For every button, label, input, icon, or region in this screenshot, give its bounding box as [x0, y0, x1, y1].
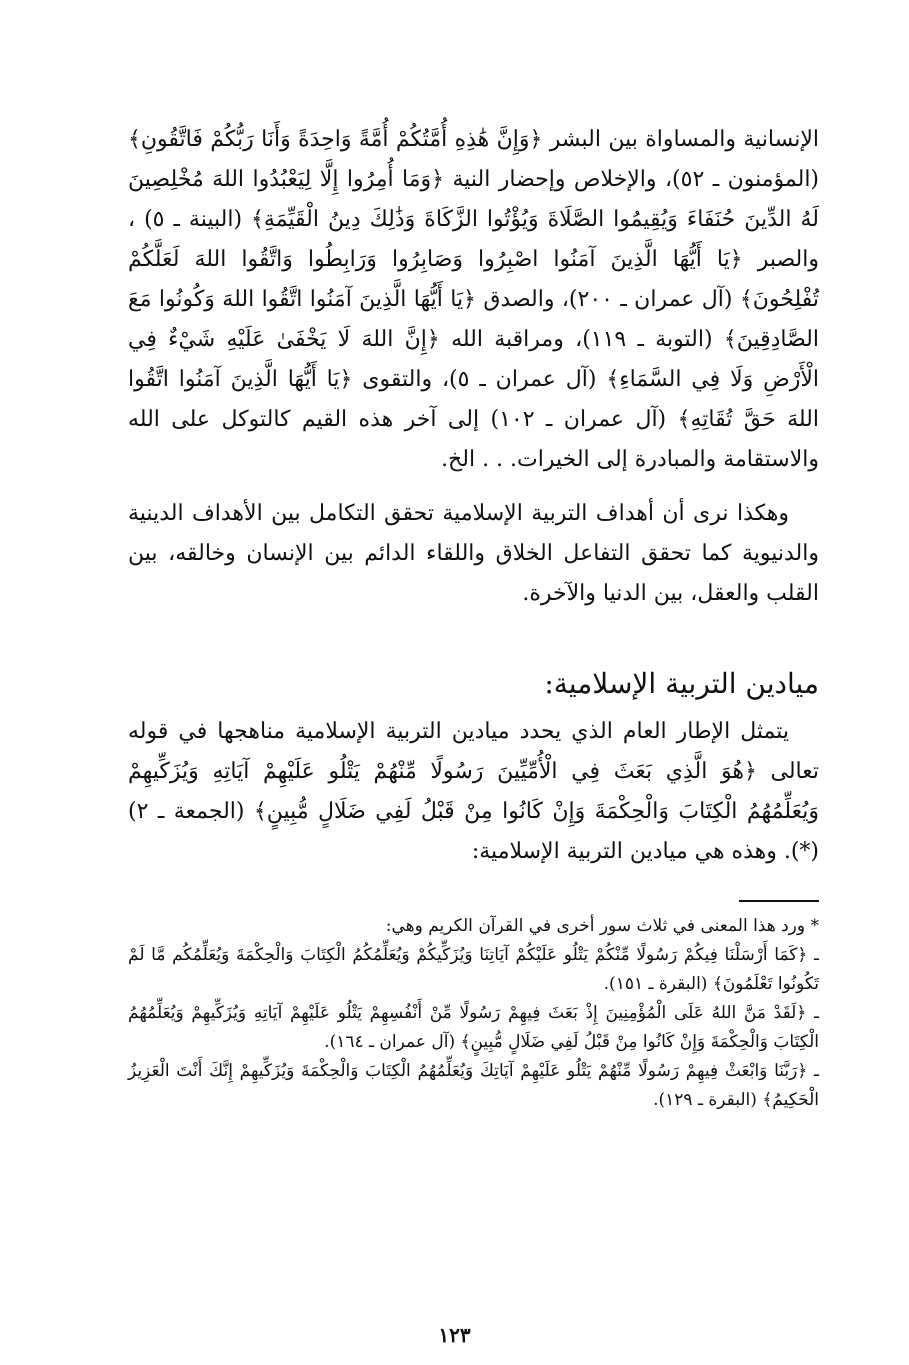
book-page	[128, 120, 819, 1305]
page-number: ١٢٣	[438, 1323, 471, 1347]
footnote-item: ـ ﴿كَمَا أَرْسَلْنَا فِيكُمْ رَسُولًا مِّنْكُمْ يَتْلُو عَلَيْكُمْ آيَاتِنَا وَيُزَكِّيكُمْ وَيُعَلِّمُكُمُ الْكِتَابَ وَالْحِكْمَةَ وَيُعَلِّمُكُم مَّا لَمْ تَكُونُوا تَعْلَمُونَ﴾ (البقرة ـ ١٥١).	[128, 945, 819, 994]
paragraph-framework: يتمثل الإطار العام الذي يحدد ميادين التربية الإسلامية مناهجها في قوله تعالى ﴿هُوَ الَّذِي بَعَثَ فِي الْأُمِّيِّينَ رَسُولًا مِّنْهُمْ يَتْلُو عَلَيْهِمْ آيَاتِهِ وَيُزَكِّيهِمْ وَيُعَلِّمُهُمُ الْكِتَابَ وَالْحِكْمَةَ وَإِنْ كَانُوا مِنْ قَبْلُ لَفِي ضَلَالٍ مُّبِينٍ﴾ (الجمعة ـ ٢)(*). وهذه هي ميادين التربية الإسلامية:	[128, 719, 819, 864]
footnote-item: ـ ﴿لَقَدْ مَنَّ اللهُ عَلَى الْمُؤْمِنِينَ إِذْ بَعَثَ فِيهِمْ رَسُولًا مِّنْ أَنْفُسِهِمْ يَتْلُو عَلَيْهِمْ آيَاتِهِ وَيُزَكِّيهِمْ وَيُعَلِّمُهُمُ الْكِتَابَ وَالْحِكْمَةَ وَإِنْ كَانُوا مِنْ قَبْلُ لَفِي ضَلَالٍ مُّبِينٍ﴾ (آل عمران ـ ١٦٤).	[128, 1003, 819, 1052]
paragraph-values: الإنسانية والمساواة بين البشر ﴿وَإِنَّ هَٰذِهِ أُمَّتُكُمْ أُمَّةً وَاحِدَةً وَأَنَا رَبُّكُمْ فَاتَّقُونِ﴾ (المؤمنون ـ ٥٢)، والإخلاص وإحضار النية ﴿وَمَا أُمِرُوا إِلَّا لِيَعْبُدُوا اللهَ مُخْلِصِينَ لَهُ الدِّينَ حُنَفَاءَ وَيُقِيمُوا الصَّلَاةَ وَيُؤْتُوا الزَّكَاةَ وَذَٰلِكَ دِينُ الْقَيِّمَةِ﴾ (البينة ـ ٥) ، والصبر ﴿يَا أَيُّهَا الَّذِينَ آمَنُوا اصْبِرُوا وَصَابِرُوا وَرَابِطُوا وَاتَّقُوا اللهَ لَعَلَّكُمْ تُفْلِحُونَ﴾ (آل عمران ـ ٢٠٠)، والصدق ﴿يَا أَيُّهَا الَّذِينَ آمَنُوا اتَّقُوا اللهَ وَكُونُوا مَعَ الصَّادِقِينَ﴾ (التوبة ـ ١١٩)، ومراقبة الله ﴿إِنَّ اللهَ لَا يَخْفَىٰ عَلَيْهِ شَيْءٌ فِي الْأَرْضِ وَلَا فِي السَّمَاءِ﴾ (آل عمران ـ ٥)، والتقوى ﴿يَا أَيُّهَا الَّذِينَ آمَنُوا اتَّقُوا اللهَ حَقَّ تُقَاتِهِ﴾ (آل عمران ـ ١٠٢) إلى آخر هذه القيم كالتوكل على الله والاستقامة والمبادرة إلى الخيرات. . . الخ.	[128, 127, 820, 472]
section-heading: ميادين التربية الإسلامية:	[544, 667, 819, 700]
paragraph-integration: وهكذا نرى أن أهداف التربية الإسلامية تحقق التكامل بين الأهداف الدينية والدنيوية كما تحقق التفاعل الخلاق واللقاء الدائم بين الإنسان وخالقه، بين القلب والعقل، بين الدنيا والآخرة.	[128, 501, 819, 606]
footnote-item: ـ ﴿رَبَّنَا وَابْعَثْ فِيهِمْ رَسُولًا مِّنْهُمْ يَتْلُو عَلَيْهِمْ آيَاتِكَ وَيُعَلِّمُهُمُ الْكِتَابَ وَالْحِكْمَةَ وَيُزَكِّيهِمْ إِنَّكَ أَنْتَ الْعَزِيزُ الْحَكِيمُ﴾ (البقرة ـ ١٢٩).	[128, 1061, 819, 1110]
footnote-divider	[739, 900, 819, 902]
footnote-intro: * ورد هذا المعنى في ثلاث سور أخرى في القرآن الكريم وهي:	[385, 916, 819, 936]
footnotes	[128, 912, 819, 1115]
